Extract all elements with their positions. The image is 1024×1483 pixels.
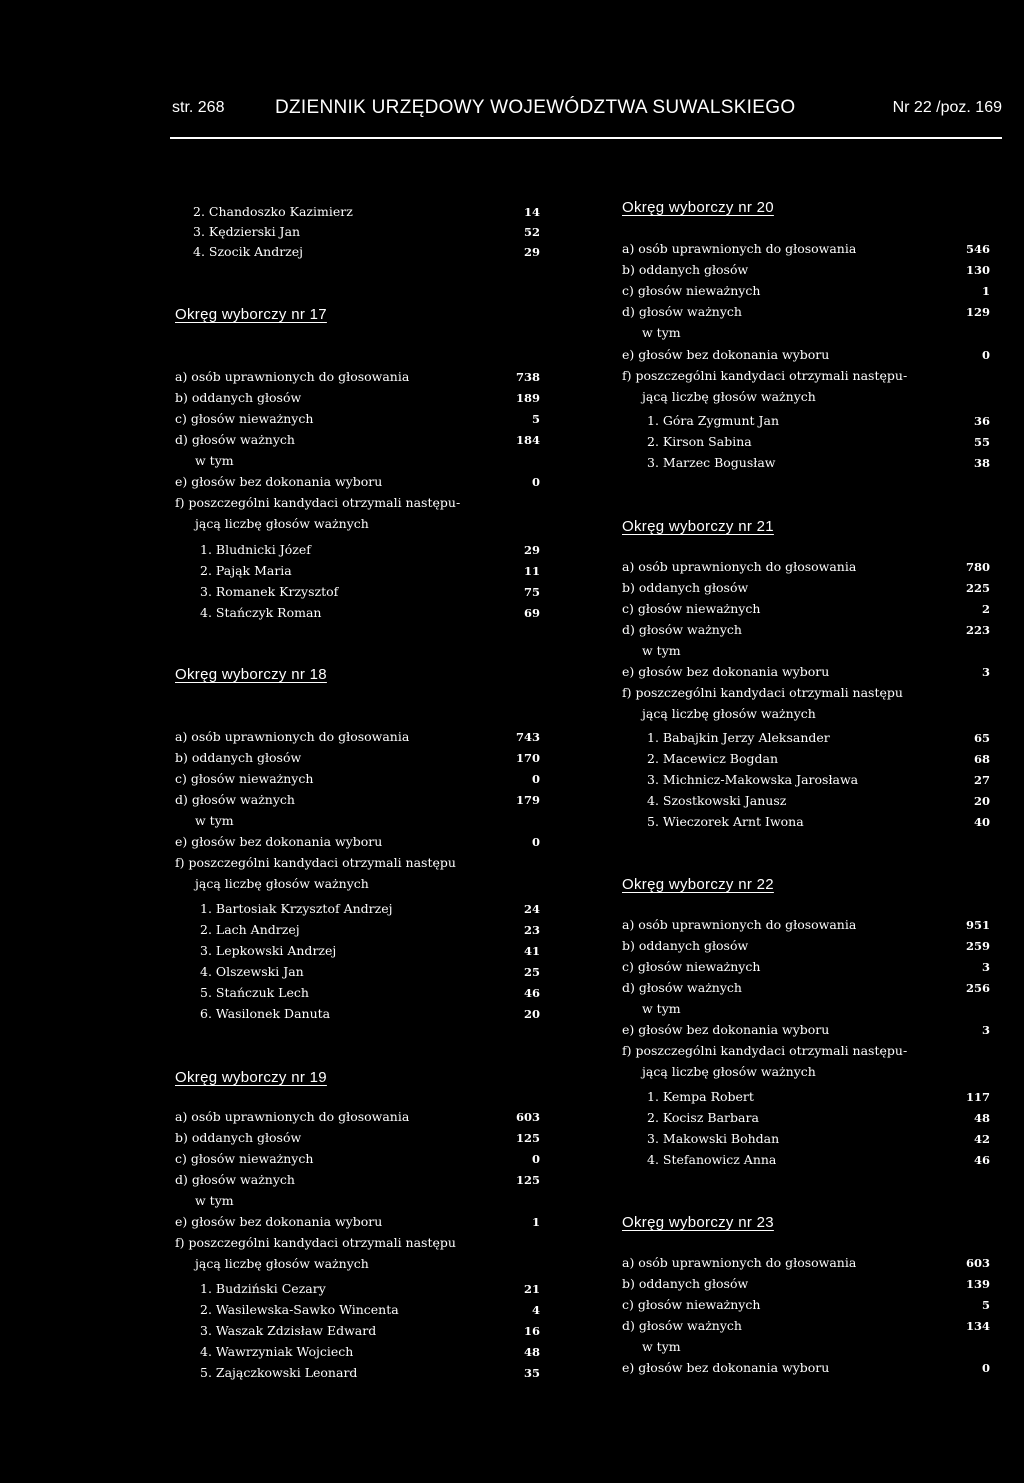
candidate-row: 4. Stefanowicz Anna 46: [647, 1152, 990, 1167]
candidate-row: 5. Zajączkowski Leonard 35: [200, 1365, 540, 1380]
candidate-row: 3. Makowski Bohdan 42: [647, 1131, 990, 1146]
district-heading: Okręg wyborczy nr 21: [622, 518, 774, 535]
stat-row-b: b) oddanych głosów 170: [175, 750, 540, 765]
stat-row-f: f) poszczególni kandydaci otrzymali następu: [175, 1235, 456, 1250]
candidate-row: 1. Budziński Cezary 21: [200, 1281, 540, 1296]
w-tym-label: w tym: [195, 813, 234, 828]
stat-row-a: a) osób uprawnionych do głosowania 780: [622, 559, 990, 574]
stat-row-b: b) oddanych głosów 189: [175, 390, 540, 405]
page-header: [172, 99, 1002, 125]
candidate-row: 3. Waszak Zdzisław Edward 16: [200, 1323, 540, 1338]
candidate-row: 2. Macewicz Bogdan 68: [647, 751, 990, 766]
stat-row-f-continued: jącą liczbę głosów ważnych: [642, 706, 816, 721]
district-heading: Okręg wyborczy nr 20: [622, 199, 774, 216]
district-heading: Okręg wyborczy nr 18: [175, 666, 327, 683]
stat-row-a: a) osób uprawnionych do głosowania 951: [622, 917, 990, 932]
candidate-row: 2. Pająk Maria 11: [200, 563, 540, 578]
stat-row-f: f) poszczególni kandydaci otrzymali następu: [622, 685, 903, 700]
stat-row-c: c) głosów nieważnych 5: [175, 411, 540, 426]
stat-row-e: e) głosów bez dokonania wyboru 3: [622, 1022, 990, 1037]
candidate-row: 2. Wasilewska-Sawko Wincenta 4: [200, 1302, 540, 1317]
stat-row-f-continued: jącą liczbę głosów ważnych: [195, 1256, 369, 1271]
candidate-row: 5. Stańczuk Lech 46: [200, 985, 540, 1000]
stat-row-f-continued: jącą liczbę głosów ważnych: [195, 516, 369, 531]
candidate-row: 1. Góra Zygmunt Jan 36: [647, 413, 990, 428]
stat-row-a: a) osób uprawnionych do głosowania 743: [175, 729, 540, 744]
stat-row-b: b) oddanych głosów 139: [622, 1276, 990, 1291]
candidate-row: 3. Lepkowski Andrzej 41: [200, 943, 540, 958]
stat-row-a: a) osób uprawnionych do głosowania 603: [622, 1255, 990, 1270]
w-tym-label: w tym: [195, 453, 234, 468]
stat-row-d: d) głosów ważnych 256: [622, 980, 990, 995]
w-tym-label: w tym: [642, 1339, 681, 1354]
stat-row-a: a) osób uprawnionych do głosowania 738: [175, 369, 540, 384]
stat-row-f-continued: jącą liczbę głosów ważnych: [642, 1064, 816, 1079]
stat-row-d: d) głosów ważnych 223: [622, 622, 990, 637]
stat-row-f-continued: jącą liczbę głosów ważnych: [195, 876, 369, 891]
candidate-row: 4. Olszewski Jan 25: [200, 964, 540, 979]
candidate-row: 4. Stańczyk Roman 69: [200, 605, 540, 620]
stat-row-f: f) poszczególni kandydaci otrzymali następu-: [622, 1043, 908, 1058]
stat-row-b: b) oddanych głosów 130: [622, 262, 990, 277]
stat-row-a: a) osób uprawnionych do głosowania 546: [622, 241, 990, 256]
candidate-row: 3. Romanek Krzysztof 75: [200, 584, 540, 599]
district-heading: Okręg wyborczy nr 22: [622, 876, 774, 893]
stat-row-c: c) głosów nieważnych 2: [622, 601, 990, 616]
candidate-row: 1. Kempa Robert 117: [647, 1089, 990, 1104]
candidate-row: 1. Bludnicki Józef 29: [200, 542, 540, 557]
stat-row-e: e) głosów bez dokonania wyboru 0: [175, 834, 540, 849]
stat-row-e: e) głosów bez dokonania wyboru 3: [622, 664, 990, 679]
stat-row-f: f) poszczególni kandydaci otrzymali następu: [175, 855, 456, 870]
candidate-row: 2. Lach Andrzej 23: [200, 922, 540, 937]
candidate-row: 3. Marzec Bogusław 38: [647, 455, 990, 470]
stat-row-d: d) głosów ważnych 125: [175, 1172, 540, 1187]
stat-row-e: e) głosów bez dokonania wyboru 0: [622, 347, 990, 362]
page-number: str. 268: [172, 99, 225, 116]
stat-row-c: c) głosów nieważnych 0: [175, 1151, 540, 1166]
candidate-row: 4. Szocik Andrzej 29: [193, 244, 540, 259]
stat-row-c: c) głosów nieważnych 0: [175, 771, 540, 786]
w-tym-label: w tym: [195, 1193, 234, 1208]
district-heading: Okręg wyborczy nr 23: [622, 1214, 774, 1231]
w-tym-label: w tym: [642, 1001, 681, 1016]
candidate-row: 1. Bartosiak Krzysztof Andrzej 24: [200, 901, 540, 916]
candidate-row: 2. Kocisz Barbara 48: [647, 1110, 990, 1125]
stat-row-d: d) głosów ważnych 129: [622, 304, 990, 319]
stat-row-b: b) oddanych głosów 259: [622, 938, 990, 953]
stat-row-d: d) głosów ważnych 179: [175, 792, 540, 807]
stat-row-d: d) głosów ważnych 184: [175, 432, 540, 447]
header-rule: [170, 137, 1002, 139]
w-tym-label: w tym: [642, 643, 681, 658]
candidate-row: 4. Wawrzyniak Wojciech 48: [200, 1344, 540, 1359]
stat-row-d: d) głosów ważnych 134: [622, 1318, 990, 1333]
stat-row-e: e) głosów bez dokonania wyboru 1: [175, 1214, 540, 1229]
stat-row-c: c) głosów nieważnych 1: [622, 283, 990, 298]
candidate-row: 3. Kędzierski Jan 52: [193, 224, 540, 239]
candidate-row: 2. Chandoszko Kazimierz 14: [193, 204, 540, 219]
stat-row-f: f) poszczególni kandydaci otrzymali następu-: [622, 368, 908, 383]
candidate-row: 6. Wasilonek Danuta 20: [200, 1006, 540, 1021]
stat-row-c: c) głosów nieważnych 5: [622, 1297, 990, 1312]
candidate-row: 2. Kirson Sabina 55: [647, 434, 990, 449]
district-heading: Okręg wyborczy nr 17: [175, 306, 327, 323]
district-heading: Okręg wyborczy nr 19: [175, 1069, 327, 1086]
candidate-row: 1. Babajkin Jerzy Aleksander 65: [647, 730, 990, 745]
stat-row-b: b) oddanych głosów 225: [622, 580, 990, 595]
stat-row-f: f) poszczególni kandydaci otrzymali następu-: [175, 495, 461, 510]
stat-row-e: e) głosów bez dokonania wyboru 0: [622, 1360, 990, 1375]
issue-number: Nr 22 /poz. 169: [892, 99, 1002, 116]
journal-title: DZIENNIK URZĘDOWY WOJEWÓDZTWA SUWALSKIEGO: [275, 97, 796, 118]
stat-row-e: e) głosów bez dokonania wyboru 0: [175, 474, 540, 489]
stat-row-f-continued: jącą liczbę głosów ważnych: [642, 389, 816, 404]
candidate-row: 3. Michnicz-Makowska Jarosława 27: [647, 772, 990, 787]
stat-row-c: c) głosów nieważnych 3: [622, 959, 990, 974]
candidate-row: 5. Wieczorek Arnt Iwona 40: [647, 814, 990, 829]
candidate-row: 4. Szostkowski Janusz 20: [647, 793, 990, 808]
stat-row-b: b) oddanych głosów 125: [175, 1130, 540, 1145]
stat-row-a: a) osób uprawnionych do głosowania 603: [175, 1109, 540, 1124]
w-tym-label: w tym: [642, 325, 681, 340]
